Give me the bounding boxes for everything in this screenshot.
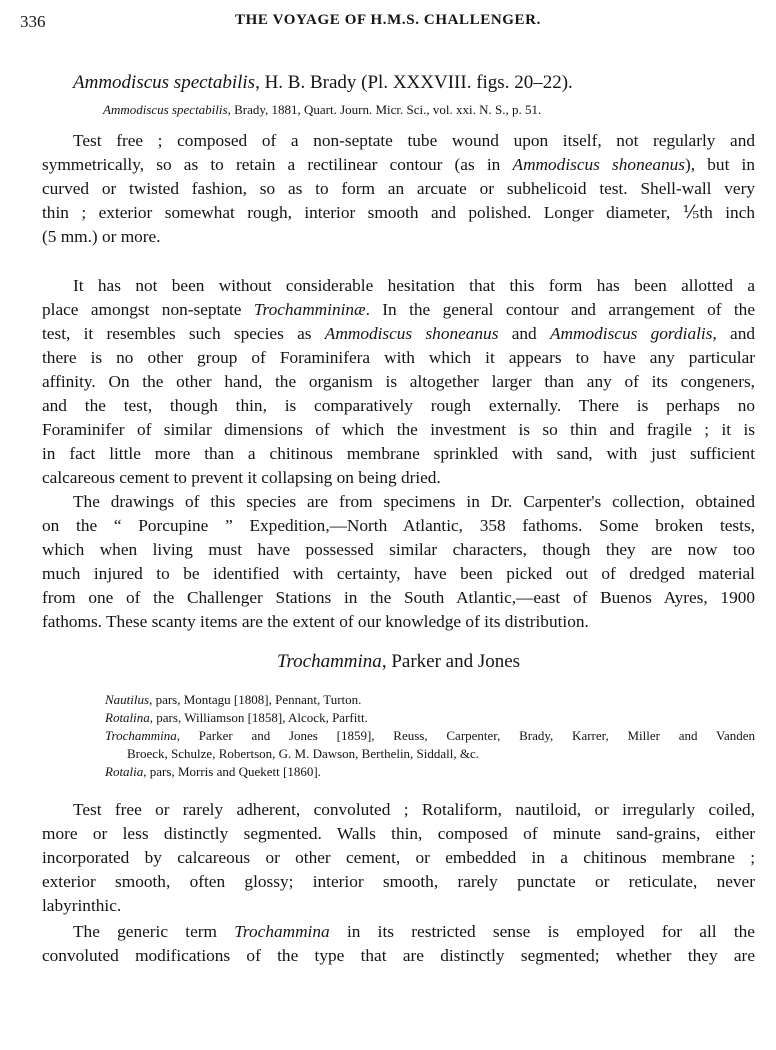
distribution-paragraph	[42, 490, 755, 634]
text-segment: symmetrically, so as to retain a rectilinear contour (as in	[42, 155, 513, 174]
text-line	[42, 846, 755, 870]
text-segment: . In the general contour and arrangement of the	[365, 300, 755, 319]
text-segment: place amongst non-septate	[42, 300, 254, 319]
text-line	[105, 727, 755, 745]
genus-title	[42, 650, 755, 674]
text-segment: , Parker and Jones	[381, 651, 521, 672]
text-segment: (5 mm.) or more.	[42, 227, 161, 246]
text-line	[105, 763, 755, 781]
text-line	[42, 586, 755, 610]
text-line	[42, 153, 755, 177]
text-line	[42, 822, 755, 846]
italic-text: Ammodiscus spectabilis	[73, 72, 256, 93]
text-line	[42, 322, 755, 346]
text-line	[42, 394, 755, 418]
italic-text: Trochammina	[276, 651, 382, 672]
text-segment: and the test, though thin, is comparatively rough externally. There is perhaps no	[42, 396, 755, 415]
text-line	[42, 798, 755, 822]
text-line	[42, 562, 755, 586]
text-segment: calcareous cement to prevent it collapsing on being dried.	[42, 468, 441, 487]
description-paragraph	[42, 129, 755, 249]
italic-text: Nautilus	[105, 692, 150, 707]
text-line	[42, 298, 755, 322]
text-segment: exterior smooth, often glossy; interior smooth, rarely punctate or reticulate, never	[42, 872, 755, 891]
text-line	[42, 442, 755, 466]
genus-discussion-paragraph	[42, 920, 755, 968]
text-segment: The drawings of this species are from specimens in Dr. Carpenter's collection, obtained	[73, 492, 755, 511]
text-line	[42, 870, 755, 894]
text-segment: Test free ; composed of a non-septate tube wound upon itself, not regularly and	[73, 131, 755, 150]
text-segment: , H. B. Brady (Pl. XXXVIII. figs. 20–22).	[255, 72, 573, 93]
text-segment: more or less distinctly segmented. Walls thin, composed of minute sand-grains, either	[42, 824, 755, 843]
text-segment: , pars, Morris and Quekett [1860].	[143, 764, 321, 779]
text-line	[42, 466, 755, 490]
text-segment: The generic term	[73, 922, 235, 941]
text-line	[73, 71, 753, 95]
text-segment: which when living must have possessed similar characters, though they are now too	[42, 540, 755, 559]
text-segment: on the “ Porcupine ” Expedition,—North Atlantic, 358 fathoms. Some broken tests,	[42, 516, 755, 535]
species-title	[73, 71, 753, 95]
text-line	[42, 201, 755, 225]
text-line	[42, 225, 755, 249]
text-line	[42, 177, 755, 201]
text-segment: from one of the Challenger Stations in the South Atlantic,—east of Buenos Ayres, 1900	[42, 588, 755, 607]
species-citation	[103, 101, 753, 119]
text-segment: incorporated by calcareous or other cement, or embedded in a chitinous membrane ;	[42, 848, 755, 867]
text-segment: in fact little more than a chitinous membrane sprinkled with sand, with just sufficient	[42, 444, 755, 463]
text-line	[42, 370, 755, 394]
italic-text: Rotalina	[105, 710, 150, 725]
page-number: 336	[20, 12, 46, 31]
text-line	[42, 944, 755, 968]
text-segment: test, it resembles such species as	[42, 324, 325, 343]
text-segment: convoluted modifications of the type that are distinctly segmented; whether they are	[42, 946, 755, 965]
text-segment: , pars, Montagu [1808], Pennant, Turton.	[149, 692, 362, 707]
text-segment: there is no other group of Foraminifera with which it appears to have any particular	[42, 348, 755, 367]
text-segment: curved or twisted fashion, so as to form an arcuate or subhelicoid test. Shell-wall very	[42, 179, 755, 198]
text-line	[42, 650, 755, 674]
text-segment: It has not been without considerable hesitation that this form has been allotted a	[73, 276, 755, 295]
italic-text: Rotalia	[105, 764, 144, 779]
italic-text: Ammodiscus spectabilis	[103, 102, 228, 117]
text-segment: thin ; exterior somewhat rough, interior smooth and polished. Longer diameter, ⅕th inch	[42, 203, 755, 222]
italic-text: Ammodiscus shoneanus	[324, 324, 499, 343]
text-segment: , and	[712, 324, 755, 343]
running-header	[20, 12, 756, 36]
text-segment: Foraminifer of similar dimensions of which the investment is so thin and fragile ; it is	[42, 420, 755, 439]
genus-description-paragraph	[42, 798, 755, 918]
text-segment: Broeck, Schulze, Robertson, G. M. Dawson, Berthelin, Siddall, &c.	[127, 746, 480, 761]
discussion-paragraph	[42, 274, 755, 490]
text-line	[105, 691, 755, 709]
text-line	[42, 610, 755, 634]
synonymy-list	[105, 691, 755, 781]
text-line	[103, 101, 753, 119]
text-line	[42, 129, 755, 153]
text-segment: ), but in	[685, 155, 755, 174]
italic-text: Ammodiscus shoneanus	[512, 155, 686, 174]
text-line	[105, 709, 755, 727]
text-segment: fathoms. These scanty items are the extent of our knowledge of its distribution.	[42, 612, 589, 631]
text-segment: much injured to be identified with certainty, have been picked out of dredged material	[42, 564, 755, 583]
italic-text: Ammodiscus gordialis	[549, 324, 713, 343]
text-segment: in its restricted sense is employed for all the	[329, 922, 755, 941]
text-segment: , Brady, 1881, Quart. Journ. Micr. Sci., vol. xxi. N. S., p. 51.	[227, 102, 542, 117]
text-line	[42, 514, 755, 538]
running-title: THE VOYAGE OF H.M.S. CHALLENGER.	[235, 12, 541, 28]
text-segment: , pars, Williamson [1858], Alcock, Parfitt.	[149, 710, 368, 725]
text-line	[42, 894, 755, 918]
text-line	[42, 920, 755, 944]
italic-text: Trochammininæ	[253, 300, 366, 319]
text-segment: Test free or rarely adherent, convoluted ; Rotaliform, nautiloid, or irregularly coiled,	[73, 800, 755, 819]
text-segment: , Parker and Jones [1859], Reuss, Carpenter, Brady, Karrer, Miller and Vanden	[176, 728, 755, 743]
text-line	[42, 490, 755, 514]
text-line	[42, 346, 755, 370]
text-segment: labyrinthic.	[42, 896, 122, 915]
italic-text: Trochammina	[105, 728, 177, 743]
text-line	[42, 418, 755, 442]
italic-text: Trochammina	[234, 922, 330, 941]
text-line	[105, 745, 755, 763]
text-line	[42, 538, 755, 562]
text-line	[42, 274, 755, 298]
text-segment: affinity. On the other hand, the organism is altogether larger than any of its congeners,	[42, 372, 755, 391]
text-segment: and	[498, 324, 550, 343]
